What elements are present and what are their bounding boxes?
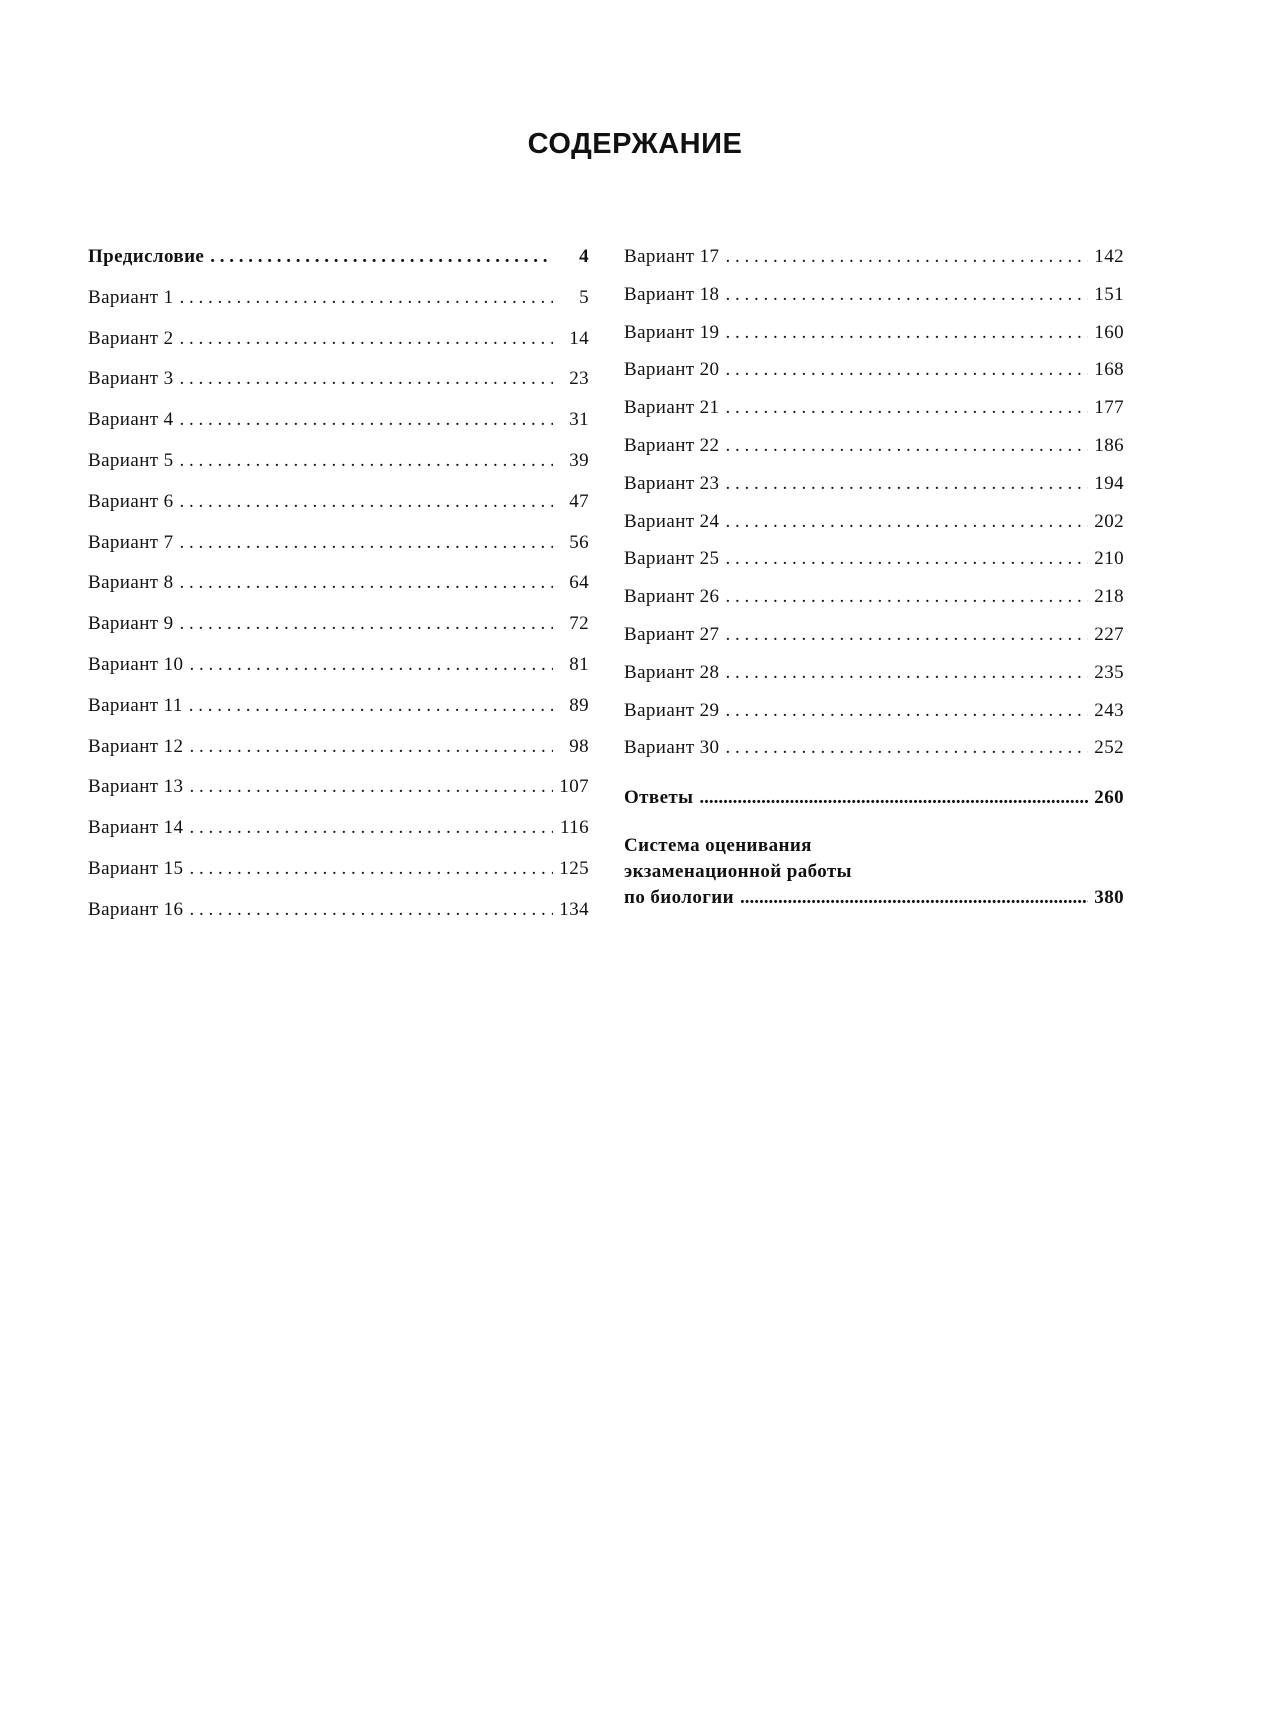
toc-entry-label-line: Система оценивания	[624, 834, 812, 856]
toc-entry-label: Вариант 8	[88, 572, 174, 594]
dot-leader	[189, 817, 553, 839]
toc-entry-label: Вариант 29	[624, 699, 720, 721]
toc-entry[interactable]	[88, 654, 589, 695]
toc-entry-label: Вариант 20	[624, 359, 720, 381]
toc-entry[interactable]	[624, 359, 1124, 397]
toc-entry-label-line: по биологии	[624, 886, 734, 908]
toc-entry-page: 14	[569, 327, 589, 349]
toc-entry[interactable]	[624, 548, 1124, 586]
toc-entry[interactable]	[88, 450, 589, 491]
toc-entry[interactable]	[88, 736, 589, 777]
toc-right-column	[624, 246, 1124, 911]
toc-entry-label: Предисловие	[88, 246, 205, 267]
toc-entry-page: 98	[569, 735, 589, 757]
toc-entry-label: Вариант 5	[88, 449, 174, 471]
dot-leader	[180, 572, 553, 594]
toc-entry-page: 235	[1094, 661, 1124, 683]
toc-entry-page: 218	[1094, 586, 1124, 608]
toc-entry-page: 210	[1094, 548, 1124, 570]
page-title: СОДЕРЖАНИЕ	[527, 128, 743, 160]
toc-entry[interactable]	[88, 368, 589, 409]
toc-entry-label: Вариант 6	[88, 490, 174, 512]
dot-leader	[725, 359, 1088, 381]
toc-entry-page: 72	[569, 613, 589, 635]
dot-leader	[725, 473, 1088, 495]
dot-leader	[189, 776, 553, 798]
toc-entry[interactable]	[88, 491, 589, 532]
dot-leader	[725, 322, 1088, 344]
toc-entry-page: 168	[1094, 359, 1124, 381]
toc-entry-label: Вариант 2	[88, 327, 174, 349]
toc-entry-label: Вариант 23	[624, 472, 720, 494]
toc-entry-page: 134	[559, 898, 589, 920]
dot-leader	[725, 435, 1088, 457]
toc-entry[interactable]	[88, 858, 589, 899]
dot-leader	[180, 491, 553, 513]
toc-entry-label: Вариант 9	[88, 613, 174, 635]
dot-leader	[189, 736, 553, 758]
dot-leader	[180, 409, 553, 431]
toc-entry-label: Вариант 21	[624, 397, 720, 419]
toc-entry-label: Вариант 7	[88, 531, 174, 553]
dot-leader	[725, 511, 1088, 533]
dot-leader	[180, 613, 553, 635]
toc-entry-page: 47	[569, 490, 589, 512]
toc-entry-page: 81	[569, 653, 589, 675]
dot-leader	[725, 548, 1088, 570]
toc-entry-preface[interactable]	[88, 246, 589, 287]
dot-leader	[725, 397, 1088, 419]
dot-leader	[725, 662, 1088, 684]
toc-entry-label: Вариант 17	[624, 246, 720, 267]
toc-entry-page: 5	[579, 286, 589, 308]
toc-entry-page: 89	[569, 694, 589, 716]
dot-leader	[210, 246, 553, 268]
toc-entry-label: Вариант 19	[624, 321, 720, 343]
toc-entry-label: Вариант 30	[624, 737, 720, 759]
toc-entry-page: 56	[569, 531, 589, 553]
toc-entry[interactable]	[624, 511, 1124, 549]
dot-leader	[725, 586, 1088, 608]
dot-leader	[189, 654, 553, 676]
toc-entry-page: 380	[1094, 886, 1124, 908]
toc-entry[interactable]	[88, 817, 589, 858]
toc-entry-page: 23	[569, 368, 589, 390]
dot-leader	[725, 246, 1088, 268]
toc-entry[interactable]	[624, 246, 1124, 284]
toc-entry-label: Вариант 11	[88, 694, 183, 716]
toc-entry[interactable]	[88, 613, 589, 654]
toc-entry-label-line: экзаменационной работы	[624, 860, 852, 882]
toc-entry-label: Вариант 24	[624, 510, 720, 532]
toc-entry[interactable]	[88, 776, 589, 817]
dot-leader	[189, 899, 553, 921]
toc-entry-page: 227	[1094, 623, 1124, 645]
dot-leader	[180, 450, 553, 472]
toc-entry-label: Вариант 10	[88, 653, 184, 675]
toc-entry-page: 4	[579, 246, 589, 267]
toc-entry-page: 177	[1094, 397, 1124, 419]
dot-leader	[180, 328, 553, 350]
toc-entry-label: Вариант 26	[624, 586, 720, 608]
toc-entry-answers[interactable]	[624, 787, 1124, 825]
toc-entry-page: 125	[559, 857, 589, 879]
toc-entry-label: Вариант 15	[88, 857, 184, 879]
toc-entry-label: Вариант 16	[88, 898, 184, 920]
toc-entry[interactable]	[88, 287, 589, 328]
toc-entry[interactable]	[624, 284, 1124, 322]
toc-entry[interactable]	[88, 409, 589, 450]
toc-entry-grading-system[interactable]	[624, 833, 1124, 911]
toc-entry-page: 243	[1094, 699, 1124, 721]
toc-entry-last-line	[624, 885, 1124, 911]
toc-entry[interactable]	[624, 435, 1124, 473]
toc-entry-label: Вариант 13	[88, 776, 184, 798]
toc-entry-page: 260	[1094, 787, 1124, 809]
toc-entry-label: Вариант 3	[88, 368, 174, 390]
toc-entry-label: Вариант 25	[624, 548, 720, 570]
toc-entry-page: 64	[569, 572, 589, 594]
dot-leader	[725, 737, 1088, 759]
toc-entry-page: 39	[569, 449, 589, 471]
toc-entry-page: 186	[1094, 434, 1124, 456]
dot-leader	[725, 284, 1088, 306]
toc-entry[interactable]	[624, 397, 1124, 435]
toc-entry[interactable]	[624, 700, 1124, 738]
toc-entry[interactable]	[624, 322, 1124, 360]
dot-leader	[740, 885, 1088, 911]
toc-entry-label: Вариант 28	[624, 661, 720, 683]
toc-entry-page: 160	[1094, 321, 1124, 343]
toc-entry-label: Вариант 4	[88, 409, 174, 431]
toc-entry-page: 202	[1094, 510, 1124, 532]
toc-entry-label: Вариант 18	[624, 283, 720, 305]
toc-entry-label: Вариант 12	[88, 735, 184, 757]
toc-entry-page: 194	[1094, 472, 1124, 494]
toc-entry-page: 252	[1094, 737, 1124, 759]
toc-entry-page: 116	[560, 817, 589, 839]
toc-entry-label: Вариант 14	[88, 817, 184, 839]
dot-leader	[725, 624, 1088, 646]
toc-entry[interactable]	[88, 572, 589, 613]
toc-entry-label: Вариант 27	[624, 623, 720, 645]
dot-leader	[725, 700, 1088, 722]
dot-leader	[180, 287, 553, 309]
toc-entry[interactable]	[624, 737, 1124, 775]
toc-entry-page: 107	[559, 776, 589, 798]
dot-leader	[189, 695, 553, 717]
toc-entry[interactable]	[624, 473, 1124, 511]
dot-leader	[699, 787, 1088, 809]
toc-entry[interactable]	[88, 328, 589, 369]
toc-entry-page: 151	[1094, 283, 1124, 305]
toc-entry[interactable]	[624, 624, 1124, 662]
toc-entry-label: Вариант 1	[88, 286, 174, 308]
toc-entry-label: Вариант 22	[624, 434, 720, 456]
dot-leader	[180, 368, 553, 390]
toc-entry-page: 142	[1094, 246, 1124, 267]
toc-entry[interactable]	[624, 662, 1124, 700]
dot-leader	[189, 858, 553, 880]
dot-leader	[180, 532, 553, 554]
toc-entry[interactable]	[88, 899, 589, 940]
toc-entry-page: 31	[569, 409, 589, 431]
toc-entry[interactable]	[88, 695, 589, 736]
toc-entry-label: Ответы	[624, 787, 694, 809]
toc-left-column	[88, 246, 589, 940]
toc-entry[interactable]	[88, 532, 589, 573]
toc-entry[interactable]	[624, 586, 1124, 624]
